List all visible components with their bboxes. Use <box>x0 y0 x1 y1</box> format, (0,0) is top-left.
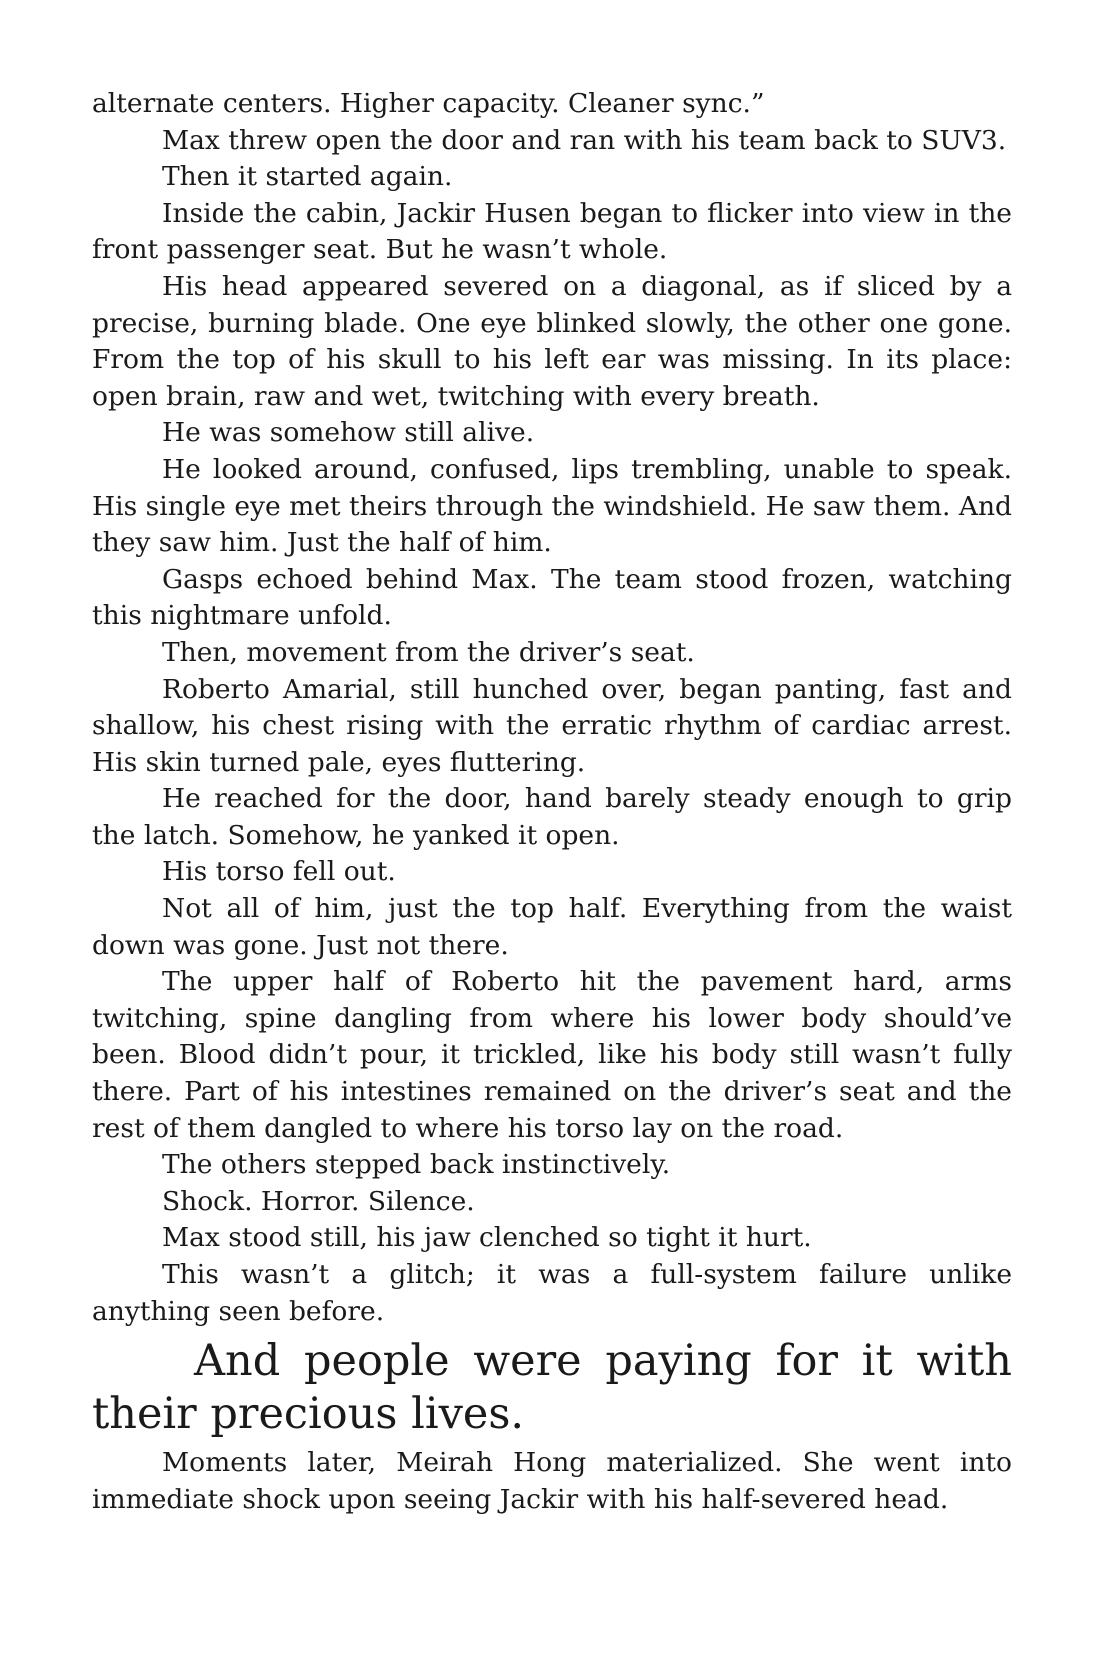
paragraph: Max stood still, his jaw clenched so tight it hurt. <box>162 1222 812 1254</box>
emphasized-paragraph: And people were paying for it with their precious lives. <box>92 1336 1012 1440</box>
paragraph-continuation: alternate centers. Higher capacity. Cleaner sync.” <box>92 88 765 119</box>
paragraph: Roberto Amarial, still hunched over, began panting, fast and shallow, his chest rising with the erratic rhythm of cardiac arrest. His skin turned pale, eyes fluttering. <box>92 673 1012 778</box>
paragraph: Inside the cabin, Jackir Husen began to flicker into view in the front passenger seat. But he wasn’t whole. <box>92 197 1012 266</box>
paragraph: Then, movement from the driver’s seat. <box>162 636 695 668</box>
paragraph: The upper half of Roberto hit the pavement hard, arms twitching, spine dangling from where his lower body should’ve been. Blood didn’t pour, it trickled, like his body still wasn’t fully there. Part of his intestines remained on the driver’s seat and the rest of them dangled to where his torso lay on the road. <box>92 966 1012 1144</box>
paragraph: This wasn’t a glitch; it was a full-system failure unlike anything seen before. <box>92 1259 1012 1327</box>
paragraph: He reached for the door, hand barely steady enough to grip the latch. Somehow, he yanked it open. <box>92 783 1012 851</box>
paragraph: Shock. Horror. Silence. <box>162 1185 475 1217</box>
paragraph: His head appeared severed on a diagonal, as if sliced by a precise, burning blade. One eye blinked slowly, the other one gone. From the top of his skull to his left ear was missing. In its place: open brain, raw and wet, twitching with every breath. <box>92 270 1012 412</box>
paragraph: Not all of him, just the top half. Everything from the waist down was gone. Just not there. <box>92 893 1012 961</box>
paragraph: Gasps echoed behind Max. The team stood frozen, watching this nightmare unfold. <box>92 563 1012 632</box>
paragraph: Moments later, Meirah Hong materialized. She went into immediate shock upon seeing Jackir with his half-severed head. <box>92 1447 1012 1515</box>
paragraph: Max threw open the door and ran with his team back to SUV3. <box>162 124 1007 156</box>
paragraph: His torso fell out. <box>162 856 396 888</box>
paragraph: The others stepped back instinctively. <box>162 1149 671 1181</box>
book-page <box>92 86 1012 1518</box>
paragraph: He looked around, confused, lips trembling, unable to speak. His single eye met theirs through the windshield. He saw them. And they saw him. Just the half of him. <box>92 453 1012 559</box>
paragraph: He was somehow still alive. <box>162 417 535 449</box>
paragraph: Then it started again. <box>162 161 453 193</box>
